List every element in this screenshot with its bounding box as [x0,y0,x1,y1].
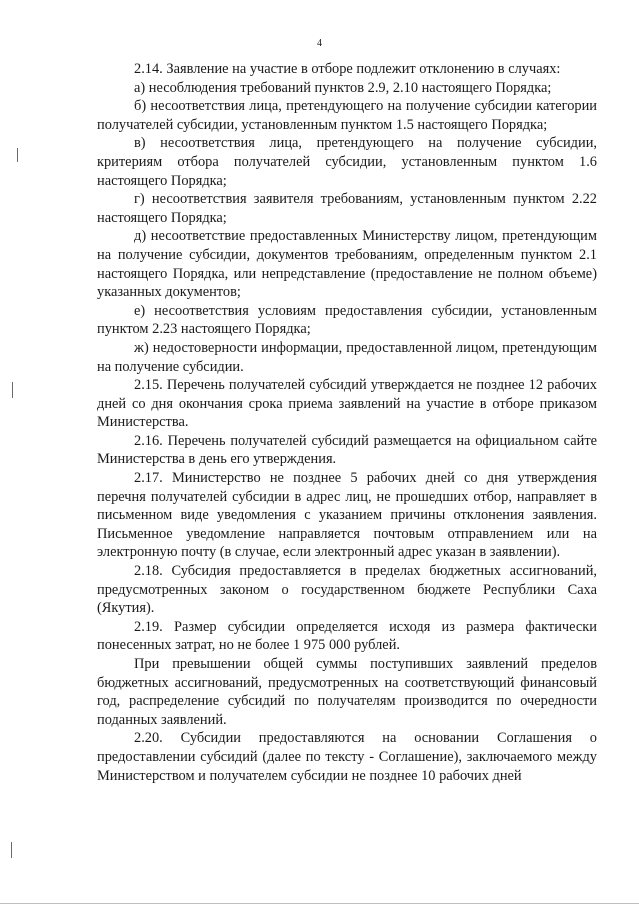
page-bottom-edge [0,903,639,904]
margin-scan-mark-3 [11,842,12,858]
page-number: 4 [317,38,322,49]
list-item-g: г) несоответствия заявителя требованиям, установленным пунктом 2.22 настоящего Порядка; [97,191,597,226]
paragraph-2-14: 2.14. Заявление на участие в отборе подлежит отклонению в случаях: [134,61,561,77]
paragraph-2-19: 2.19. Размер субсидии определяется исходя из размера фактически понесенных затрат, но не более 1 975 000 рублей. [97,618,597,654]
list-item-d: д) несоответствие предоставленных Министерству лицом, претендующим на получение субсидии, документов требованиям, определенным пунктом 2.1 настоящего Порядка, или непредставление (предоставление не полном объеме) указанных документов; [97,228,597,301]
list-item-e: е) несоответствия условиям предоставления субсидии, установленным пунктом 2.23 настоящего Порядка; [97,302,597,338]
paragraph-2-20: 2.20. Субсидии предоставляются на основании Соглашения о предоставлении субсидий (далее по тексту - Соглашение), заключаемого между Министерством и получателем субсидии не позднее 10 рабочих дней [97,730,597,784]
list-item-zh: ж) недостоверности информации, предоставленной лицом, претендующим на получение субсидии. [97,339,597,375]
margin-scan-mark-1 [17,148,18,162]
paragraph-2-16: 2.16. Перечень получателей субсидий размещается на официальном сайте Министерства в день его утверждения. [97,432,597,468]
paragraph-2-17: 2.17. Министерство не позднее 5 рабочих дней со дня утверждения перечня получателей субсидии в адрес лиц, не прошедших отбор, направляет в письменном виде уведомления с указанием причины отклонения заявления. Письменное уведомление направляется почтовым отправлением или на электронную почту (в случае, если электронный адрес указан в заявлении). [97,470,597,561]
margin-scan-mark-2 [12,382,13,398]
list-item-a: а) несоблюдения требований пунктов 2.9, 2.10 настоящего Порядка; [134,79,552,96]
paragraph-2-19-continued: При превышении общей суммы поступивших заявлений пределов бюджетных ассигнований, предусмотренных на соответствующий финансовый год, распределение субсидий по получателям производится по очередности поданных заявлений. [97,656,597,728]
document-body [97,60,597,785]
list-item-v: в) несоответствия лица, претендующего на получение субсидии, критериям отбора получателей субсидии, установленным пунктом 1.6 настоящего Порядка; [97,135,597,189]
paragraph-2-18: 2.18. Субсидия предоставляется в пределах бюджетных ассигнований, предусмотренных законом о государственном бюджете Республики Саха (Якутия). [97,563,597,617]
list-item-b: б) несоответствия лица, претендующего на получение субсидии категории получателей субсидии, установленным пунктом 1.5 настоящего Порядка; [97,98,597,133]
paragraph-2-15: 2.15. Перечень получателей субсидий утверждается не позднее 12 рабочих дней со дня окончания срока приема заявлений на участие в отборе приказом Министерства. [97,377,597,431]
